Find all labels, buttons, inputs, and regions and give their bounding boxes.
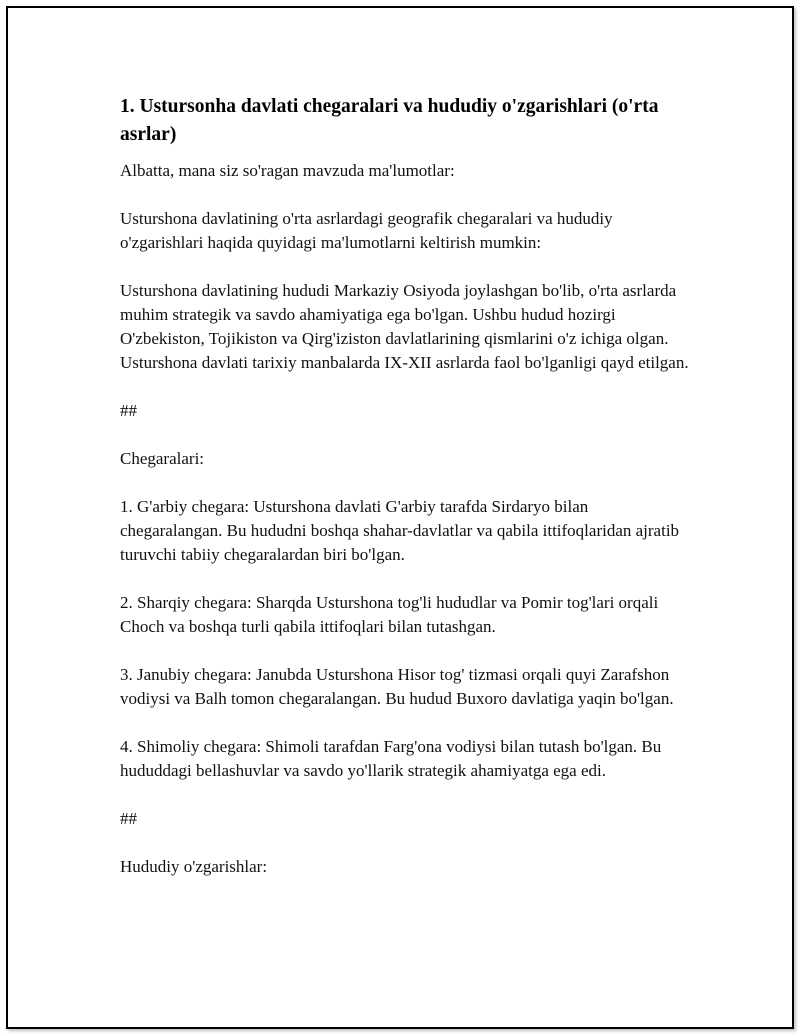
section-separator: ## <box>120 809 137 828</box>
section-separator: ## <box>120 401 137 420</box>
paragraph-overview: Usturshona davlatining o'rta asrlardagi geografik chegaralari va hududiy o'zgarishlari haqida quyidagi ma'lumotlarni keltirish mumkin: <box>120 209 613 252</box>
document-title: 1. Ustursonha davlati chegaralari va hududiy o'zgarishlari (o'rta asrlar) <box>120 96 659 145</box>
section-heading-borders: Chegaralari: <box>120 449 205 468</box>
document-body <box>120 93 690 879</box>
list-item-western-border: 1. G'arbiy chegara: Usturshona davlati G'arbiy tarafda Sirdaryo bilan chegaralangan. Bu hududni boshqa shahar-davlatlar va qabila ittifoqlaridan ajratib turuvchi tabiiy chegaralardan biri bo'lgan. <box>120 497 680 564</box>
list-item-northern-border: 4. Shimoliy chegara: Shimoli tarafdan Farg'ona vodiysi bilan tutash bo'lgan. Bu hududdagi bellashuvlar va savdo yo'llarik strategik ahamiyatga ega edi. <box>120 737 662 780</box>
document-page <box>6 6 794 1029</box>
list-item-southern-border: 3. Janubiy chegara: Janubda Usturshona Hisor tog' tizmasi orqali quyi Zarafshon vodiysi va Balh tomon chegaralangan. Bu hudud Buxoro davlatiga yaqin bo'lgan. <box>120 665 674 708</box>
paragraph-intro: Albatta, mana siz so'ragan mavzuda ma'lumotlar: <box>120 161 455 180</box>
list-item-eastern-border: 2. Sharqiy chegara: Sharqda Usturshona tog'li hududlar va Pomir tog'lari orqali Choch va boshqa turli qabila ittifoqlari bilan tutashgan. <box>120 593 659 636</box>
paragraph-location: Usturshona davlatining hududi Markaziy Osiyoda joylashgan bo'lib, o'rta asrlarda muhim strategik va savdo ahamiyatiga ega bo'lgan. Ushbu hudud hozirgi O'zbekiston, Tojikiston va Qirg'iziston davlatlarining qismlarini o'z ichiga olgan. Usturshona davlati tarixiy manbalarda IX-XII asrlarda faol bo'lganligi qayd etilgan. <box>120 281 689 372</box>
section-heading-territorial-changes: Hududiy o'zgarishlar: <box>120 857 268 876</box>
